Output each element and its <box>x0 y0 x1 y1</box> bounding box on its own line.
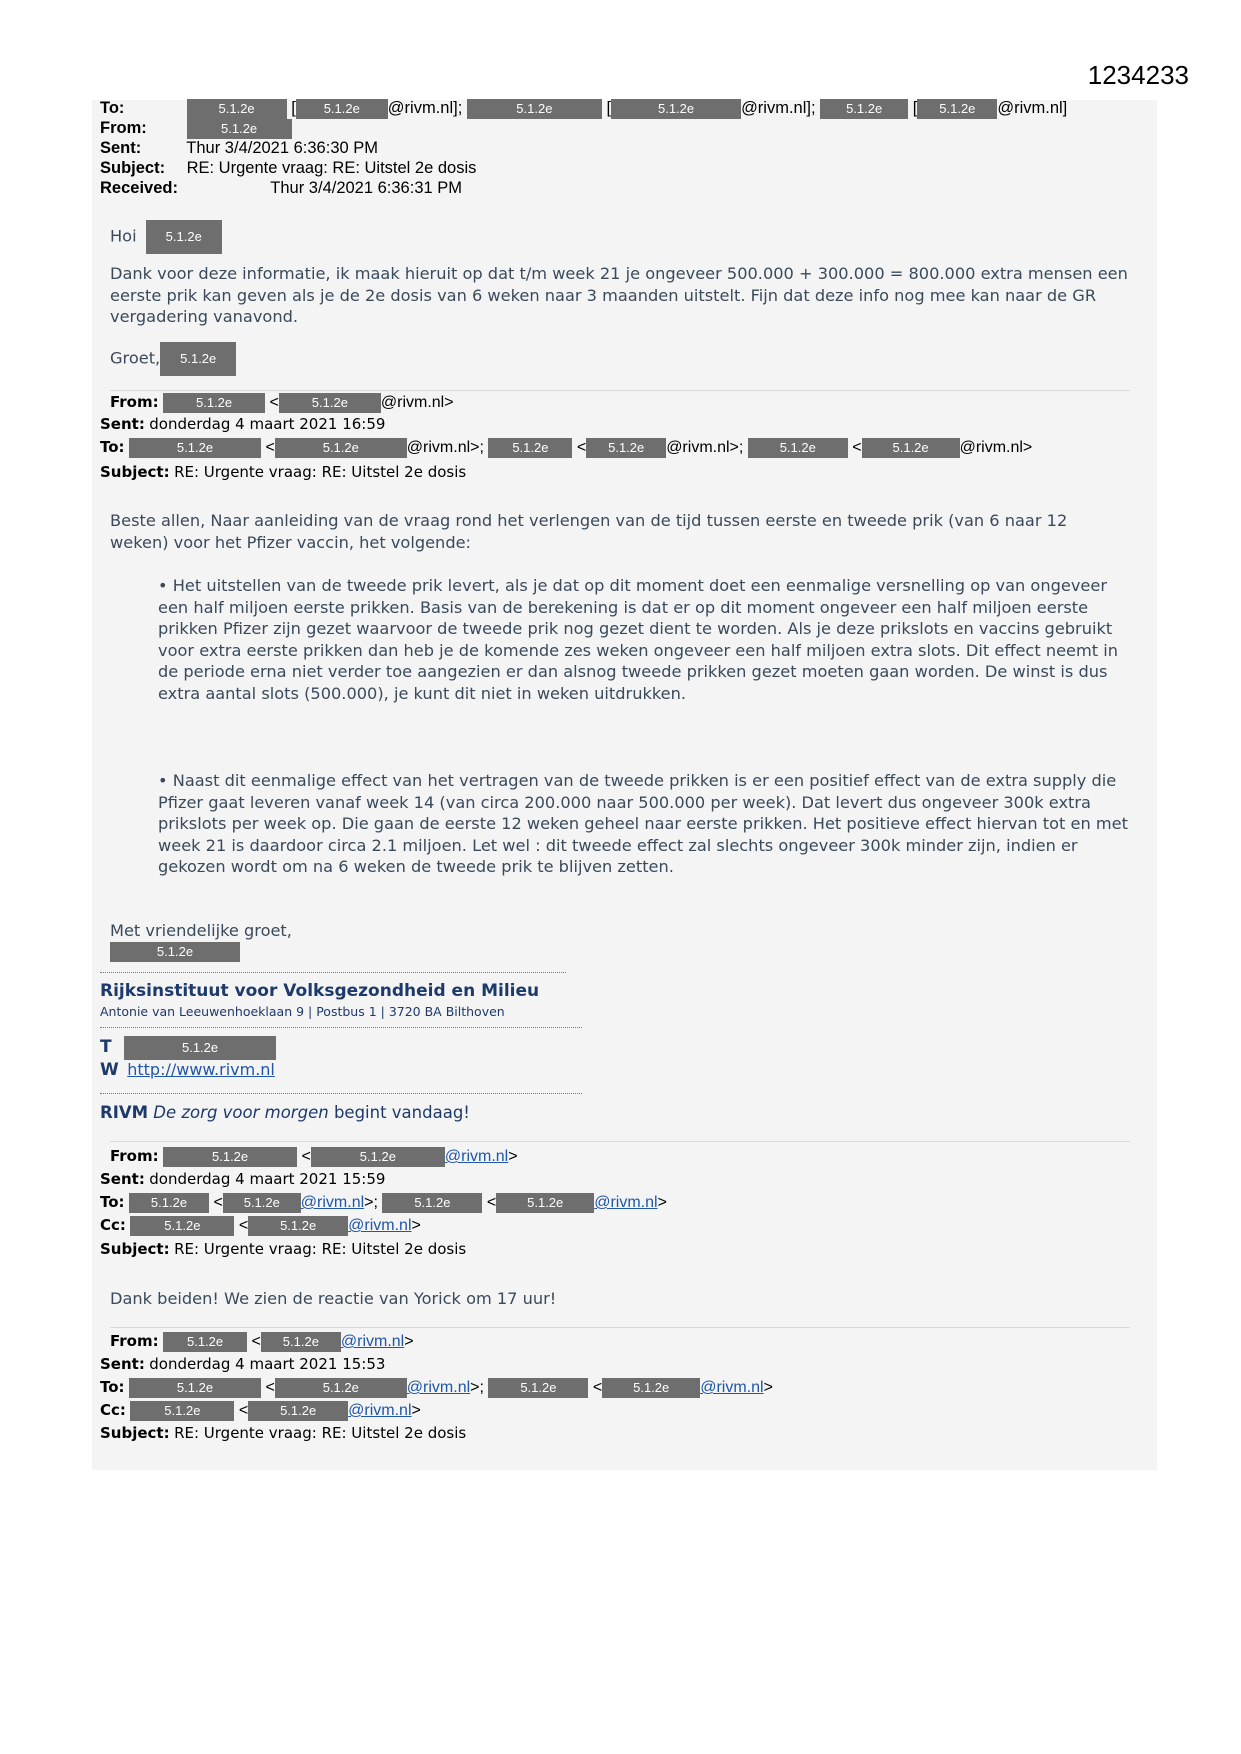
redaction: 5.1.2e <box>124 1036 276 1060</box>
cc-label: Cc: <box>100 1401 126 1419</box>
redaction: 5.1.2e <box>163 1147 297 1167</box>
redaction: 5.1.2e <box>311 1147 445 1167</box>
email-suffix: @rivm.nl]; <box>741 99 816 117</box>
redaction: 5.1.2e <box>130 1401 234 1421</box>
addr-link[interactable]: @rivm.nl <box>594 1194 658 1211</box>
redaction: 5.1.2e <box>496 1193 594 1213</box>
closing-line <box>110 342 236 376</box>
msg2-from-line <box>110 391 454 414</box>
header-to-line <box>100 98 1067 119</box>
msg4-from-line <box>110 1330 414 1353</box>
to-label: To: <box>100 438 125 456</box>
punct: < <box>213 1194 223 1211</box>
punct: [ <box>606 99 612 117</box>
msg3-sent-line <box>100 1168 385 1191</box>
dotted-divider <box>100 1093 582 1095</box>
from-label: From: <box>110 1147 159 1165</box>
redaction: 5.1.2e <box>129 1378 261 1398</box>
subject-label: Subject: <box>100 1240 170 1258</box>
addr: @rivm.nl> <box>959 439 1033 456</box>
phone-label: T <box>100 1037 112 1058</box>
signature-name <box>110 941 240 962</box>
subject-label: Subject: <box>100 463 170 481</box>
redaction: 5.1.2e <box>586 438 666 458</box>
website-link[interactable]: http://www.rivm.nl <box>127 1060 275 1079</box>
msg4-subject-line <box>100 1422 466 1445</box>
closing: Met vriendelijke groet, <box>110 921 292 940</box>
sent-value: Thur 3/4/2021 6:36:30 PM <box>186 139 379 157</box>
punct: > <box>404 1333 414 1350</box>
message-intro: Beste allen, Naar aanleiding van de vraag rond het verlengen van de tijd tussen eerste en tweede prik (van 6 naar 12 weken) voor het Pfizer vaccin, het volgende: <box>110 511 1068 552</box>
punct: >; <box>470 1379 484 1396</box>
punct: > <box>508 1148 518 1165</box>
redaction: 5.1.2e <box>382 1193 482 1213</box>
sent-label: Sent: <box>100 139 142 157</box>
phone-line <box>100 1036 276 1060</box>
redaction: 5.1.2e <box>488 1378 588 1398</box>
slogan-italic: De zorg voor morgen <box>153 1103 329 1122</box>
redaction: 5.1.2e <box>275 1378 407 1398</box>
document-number: 1234233 <box>1087 60 1189 90</box>
msg2-to-line <box>100 436 1032 459</box>
header-sent-line <box>100 138 378 158</box>
header-subject-line <box>100 158 476 178</box>
punct: > <box>411 1217 421 1234</box>
dotted-divider <box>100 1027 582 1029</box>
to-label: To: <box>100 1193 125 1211</box>
slogan-rivm: RIVM <box>100 1103 149 1122</box>
addr-link[interactable]: @rivm.nl <box>406 1379 471 1396</box>
redaction: 5.1.2e <box>187 119 292 139</box>
to-label: To: <box>100 99 125 117</box>
redaction: 5.1.2e <box>110 942 240 962</box>
redaction: 5.1.2e <box>187 99 287 119</box>
addr-link[interactable]: @rivm.nl <box>300 1194 365 1211</box>
msg4-to-line <box>100 1376 773 1399</box>
separator <box>110 1327 1130 1328</box>
msg3-to-line <box>100 1191 667 1214</box>
addr-link[interactable]: @rivm.nl <box>348 1402 412 1419</box>
punct: < <box>251 1333 261 1350</box>
msg2-sent-line <box>100 413 385 436</box>
addr-link[interactable]: @rivm.nl <box>348 1217 412 1234</box>
slogan <box>100 1102 470 1124</box>
redaction: 5.1.2e <box>223 1193 301 1213</box>
sent-value: donderdag 4 maart 2021 16:59 <box>149 415 386 433</box>
punct: > <box>657 1194 667 1211</box>
punct: < <box>269 394 279 411</box>
organisation-name: Rijksinstituut voor Volksgezondheid en Milieu <box>100 981 540 1001</box>
received-value: Thur 3/4/2021 6:36:31 PM <box>270 179 463 197</box>
addr-link[interactable]: @rivm.nl <box>700 1379 764 1396</box>
sent-label: Sent: <box>100 415 145 433</box>
msg3-subject-line <box>100 1238 466 1261</box>
dotted-divider <box>100 972 566 974</box>
closing: Groet, <box>110 348 161 368</box>
cc-label: Cc: <box>100 1216 126 1234</box>
msg4-cc-line <box>100 1399 421 1422</box>
redaction: 5.1.2e <box>748 438 848 458</box>
msg2-subject-line <box>100 461 466 484</box>
message-body: Dank beiden! We zien de reactie van Yorick om 17 uur! <box>110 1289 557 1308</box>
redaction: 5.1.2e <box>467 99 602 119</box>
redaction: 5.1.2e <box>146 220 222 254</box>
header-received-line <box>100 178 462 198</box>
redaction: 5.1.2e <box>163 393 265 413</box>
sent-label: Sent: <box>100 1170 145 1188</box>
website-line <box>100 1059 275 1082</box>
from-label: From: <box>110 393 159 411</box>
subject-label: Subject: <box>100 1424 170 1442</box>
subject-value: RE: Urgente vraag: RE: Uitstel 2e dosis <box>174 1240 467 1258</box>
redaction: 5.1.2e <box>820 99 908 119</box>
punct: > <box>763 1379 773 1396</box>
greeting-line <box>110 220 222 254</box>
msg3-from-line <box>110 1145 518 1168</box>
to-label: To: <box>100 1378 125 1396</box>
bullet-marker: • <box>158 771 168 790</box>
subject-value: RE: Urgente vraag: RE: Uitstel 2e dosis <box>174 463 467 481</box>
punct: < <box>576 439 587 456</box>
punct: < <box>265 1379 275 1396</box>
slogan-rest: begint vandaag! <box>333 1103 470 1122</box>
addr: @rivm.nl>; <box>666 439 744 456</box>
subject-value: RE: Urgente vraag: RE: Uitstel 2e dosis <box>186 159 477 177</box>
sent-value: donderdag 4 maart 2021 15:53 <box>149 1355 386 1373</box>
subject-label: Subject: <box>100 159 166 177</box>
addr: @rivm.nl> <box>380 394 454 411</box>
msg3-cc-line <box>100 1214 421 1237</box>
addr-link[interactable]: @rivm.nl <box>444 1148 509 1165</box>
punct: < <box>265 439 275 456</box>
redaction: 5.1.2e <box>296 99 388 119</box>
punct: [ <box>912 99 918 117</box>
bullet-marker: • <box>158 576 168 595</box>
redaction: 5.1.2e <box>275 438 407 458</box>
redaction: 5.1.2e <box>129 438 261 458</box>
bullet-text: Naast dit eenmalige effect van het vertragen van de tweede prikken is er een positief effect van de extra supply die Pfizer gaat leveren vanaf week 14 (van circa 200.000 naar 500.000 per week). Dat levert dus ongeveer 300k extra prikslots per week op. Die gaan de eerste 12 weken geheel naar eerste prikken. Het positieve effect hiervan tot en met week 21 is daardoor circa 2.1 miljoen. Let wel : dit tweede effect zal slechts ongeveer 300k minder zijn, indien er gekozen wordt om na 6 weken de tweede prik te blijven zetten. <box>158 771 1128 876</box>
redaction: 5.1.2e <box>248 1401 348 1421</box>
redaction: 5.1.2e <box>611 99 741 119</box>
msg4-sent-line <box>100 1353 385 1376</box>
redaction: 5.1.2e <box>602 1378 700 1398</box>
redaction: 5.1.2e <box>129 1193 209 1213</box>
redaction: 5.1.2e <box>163 1332 247 1352</box>
bullet-item <box>158 770 1136 878</box>
message-body: Dank voor deze informatie, ik maak hieruit op dat t/m week 21 je ongeveer 500.000 + 300.000 = 800.000 extra mensen een eerste prik kan geven als je de 2e dosis van 6 weken naar 3 maanden uitstelt. Fijn dat deze info nog mee kan naar de GR vergadering vanavond. <box>110 264 1128 326</box>
bullet-text: Het uitstellen van de tweede prik levert, als je dat op dit moment doet een eenmalige versnelling op van ongeveer een half miljoen eerste prikken. Basis van de berekening is dat er op dit moment ongeveer een half miljoen eerste prikken Pfizer zijn gezet waarvoor de tweede prik nog gezet dient te worden. Als je deze prikslots en vaccins gebruikt voor extra eerste prikken dan heb je de komende zes weken ongeveer een half miljoen extra slots. Dit effect neemt in de periode erna niet verder toe aangezien er dan alsnog tweede prikken gezet moeten gaan worden. De winst is dus extra aantal slots (500.000), je kunt dit niet in weken uitdrukken. <box>158 576 1119 703</box>
punct: >; <box>364 1194 378 1211</box>
received-label: Received: <box>100 179 178 197</box>
greeting: Hoi <box>110 226 137 246</box>
from-label: From: <box>100 119 147 137</box>
redaction: 5.1.2e <box>261 1332 341 1352</box>
punct: < <box>301 1148 311 1165</box>
punct: < <box>486 1194 497 1211</box>
punct: < <box>238 1217 249 1234</box>
punct: < <box>238 1402 249 1419</box>
sent-value: donderdag 4 maart 2021 15:59 <box>149 1170 386 1188</box>
email-suffix: @rivm.nl]; <box>387 99 463 117</box>
separator <box>110 1141 1130 1142</box>
redaction: 5.1.2e <box>488 438 572 458</box>
redaction: 5.1.2e <box>862 438 960 458</box>
punct: [ <box>291 99 296 117</box>
redaction: 5.1.2e <box>130 1216 234 1236</box>
redaction: 5.1.2e <box>160 342 236 376</box>
email-suffix: @rivm.nl] <box>997 99 1068 117</box>
from-label: From: <box>110 1332 159 1350</box>
punct: > <box>411 1402 421 1419</box>
addr-link[interactable]: @rivm.nl <box>340 1333 405 1350</box>
punct: < <box>852 439 862 456</box>
subject-value: RE: Urgente vraag: RE: Uitstel 2e dosis <box>174 1424 467 1442</box>
header-from-line <box>100 118 292 139</box>
redaction: 5.1.2e <box>279 393 381 413</box>
punct: < <box>592 1379 603 1396</box>
redaction: 5.1.2e <box>248 1216 348 1236</box>
website-label: W <box>100 1060 119 1080</box>
organisation-address: Antonie van Leeuwenhoeklaan 9 | Postbus 1 | 3720 BA Bilthoven <box>100 1004 505 1019</box>
addr: @rivm.nl>; <box>406 439 484 456</box>
redaction: 5.1.2e <box>917 99 997 119</box>
sent-label: Sent: <box>100 1355 145 1373</box>
bullet-item <box>158 575 1136 704</box>
